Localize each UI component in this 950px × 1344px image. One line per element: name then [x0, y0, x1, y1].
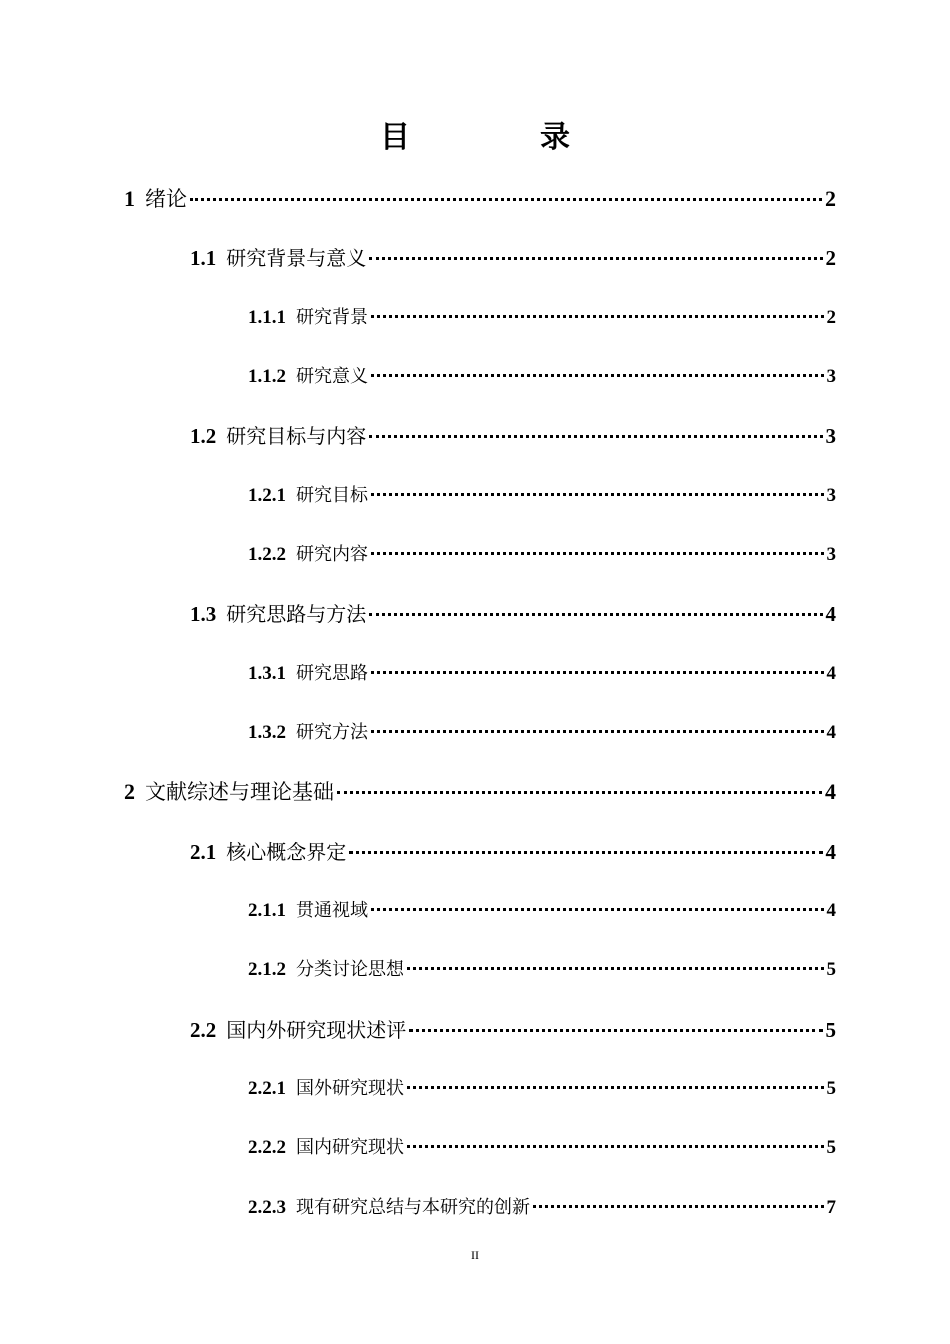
toc-entry-2-2-1[interactable] [248, 1075, 836, 1103]
toc-entry-page: 5 [826, 1137, 836, 1158]
toc-entry-number: 1.3.2 [248, 722, 286, 743]
toc-entry-page: 4 [825, 840, 836, 864]
toc-entry-1-3[interactable] [190, 600, 836, 628]
toc-entry-2-2-3[interactable] [248, 1194, 836, 1222]
toc-entry-number: 2.2.3 [248, 1197, 286, 1218]
toc-entry-title: 绪论 [145, 187, 187, 211]
toc-entry-title: 研究背景 [296, 307, 368, 328]
page-title: 目 录 [380, 120, 620, 155]
toc-entry-title: 研究意义 [296, 366, 368, 387]
toc-entry-number: 1.3.1 [248, 663, 286, 684]
dot-leader [369, 435, 822, 438]
toc-entry-2-2[interactable] [190, 1016, 836, 1044]
toc-entry-1[interactable] [124, 185, 836, 213]
dot-leader [369, 257, 822, 260]
toc-entry-title: 国外研究现状 [296, 1078, 404, 1099]
toc-entry-1-2-1[interactable] [248, 482, 836, 510]
toc-entry-title: 研究思路 [296, 663, 368, 684]
toc-entry-number: 2.1 [190, 840, 217, 864]
toc-entry-page: 3 [826, 544, 836, 565]
dot-leader [533, 1205, 824, 1208]
toc-entry-title: 国内外研究现状述评 [226, 1018, 407, 1042]
toc-entry-number: 1.2.2 [248, 544, 286, 565]
toc-entry-page: 3 [826, 485, 836, 506]
dot-leader [371, 671, 824, 674]
toc-entry-page: 4 [826, 900, 836, 921]
dot-leader [371, 315, 824, 318]
toc-entry-1-1[interactable] [190, 244, 836, 272]
toc-entry-page: 2 [825, 186, 836, 211]
dot-leader [409, 1029, 822, 1032]
toc-entry-number: 1.1.1 [248, 307, 286, 328]
toc-entry-title: 研究目标与内容 [226, 424, 367, 448]
toc-entry-title: 研究背景与意义 [226, 246, 367, 270]
dot-leader [407, 1145, 824, 1148]
toc-entry-title: 分类讨论思想 [296, 959, 404, 980]
toc-entry-title: 研究思路与方法 [226, 602, 367, 626]
toc-entry-2-2-2[interactable] [248, 1134, 836, 1162]
toc-entry-page: 5 [826, 959, 836, 980]
toc-entry-number: 1.1 [190, 246, 217, 270]
toc-entry-2[interactable] [124, 778, 836, 806]
toc-entry-page: 4 [825, 602, 836, 626]
toc-entry-2-1-1[interactable] [248, 897, 836, 925]
toc-entry-title: 研究内容 [296, 544, 368, 565]
toc-entry-number: 2.2.2 [248, 1137, 286, 1158]
toc-entry-title: 现有研究总结与本研究的创新 [296, 1197, 530, 1218]
toc-entry-number: 1.2.1 [248, 485, 286, 506]
toc-entry-page: 4 [826, 722, 836, 743]
toc-entry-number: 1.2 [190, 424, 217, 448]
toc-entry-1-1-1[interactable] [248, 304, 836, 332]
toc-entry-title: 核心概念界定 [226, 840, 347, 864]
dot-leader [371, 493, 824, 496]
dot-leader [407, 967, 824, 970]
dot-leader [337, 791, 822, 794]
toc-entry-title: 研究目标 [296, 485, 368, 506]
toc-entry-number: 2.1.1 [248, 900, 286, 921]
dot-leader [407, 1086, 824, 1089]
toc-entry-page: 7 [826, 1197, 836, 1218]
toc-entry-number: 2.1.2 [248, 959, 286, 980]
dot-leader [371, 730, 824, 733]
toc-entry-1-2[interactable] [190, 422, 836, 450]
toc-entry-page: 2 [826, 307, 836, 328]
toc-entry-number: 2.2 [190, 1018, 217, 1042]
toc-entry-page: 5 [826, 1078, 836, 1099]
toc-entry-title: 贯通视域 [296, 900, 368, 921]
toc-entry-1-3-1[interactable] [248, 660, 836, 688]
toc-entry-page: 4 [826, 663, 836, 684]
dot-leader [369, 613, 822, 616]
toc-entry-number: 2 [124, 779, 135, 804]
toc-entry-title: 国内研究现状 [296, 1137, 404, 1158]
dot-leader [349, 851, 822, 854]
toc-entry-page: 3 [825, 424, 836, 448]
toc-entry-1-2-2[interactable] [248, 541, 836, 569]
toc-entry-1-3-2[interactable] [248, 719, 836, 747]
toc-entry-title: 研究方法 [296, 722, 368, 743]
dot-leader [371, 374, 824, 377]
dot-leader [371, 552, 824, 555]
toc-entry-2-1-2[interactable] [248, 956, 836, 984]
toc-entry-page: 5 [825, 1018, 836, 1042]
toc-entry-title: 文献综述与理论基础 [145, 780, 334, 804]
toc-entry-number: 1 [124, 186, 135, 211]
dot-leader [371, 908, 824, 911]
toc-entry-page: 3 [826, 366, 836, 387]
dot-leader [190, 198, 822, 201]
footer-page-number: II [471, 1248, 479, 1262]
toc-entry-page: 4 [825, 779, 836, 804]
toc-entry-number: 1.1.2 [248, 366, 286, 387]
toc-entry-page: 2 [825, 246, 836, 270]
toc-entry-2-1[interactable] [190, 838, 836, 866]
toc-entry-number: 1.3 [190, 602, 217, 626]
toc-entry-1-1-2[interactable] [248, 363, 836, 391]
toc-entry-number: 2.2.1 [248, 1078, 286, 1099]
